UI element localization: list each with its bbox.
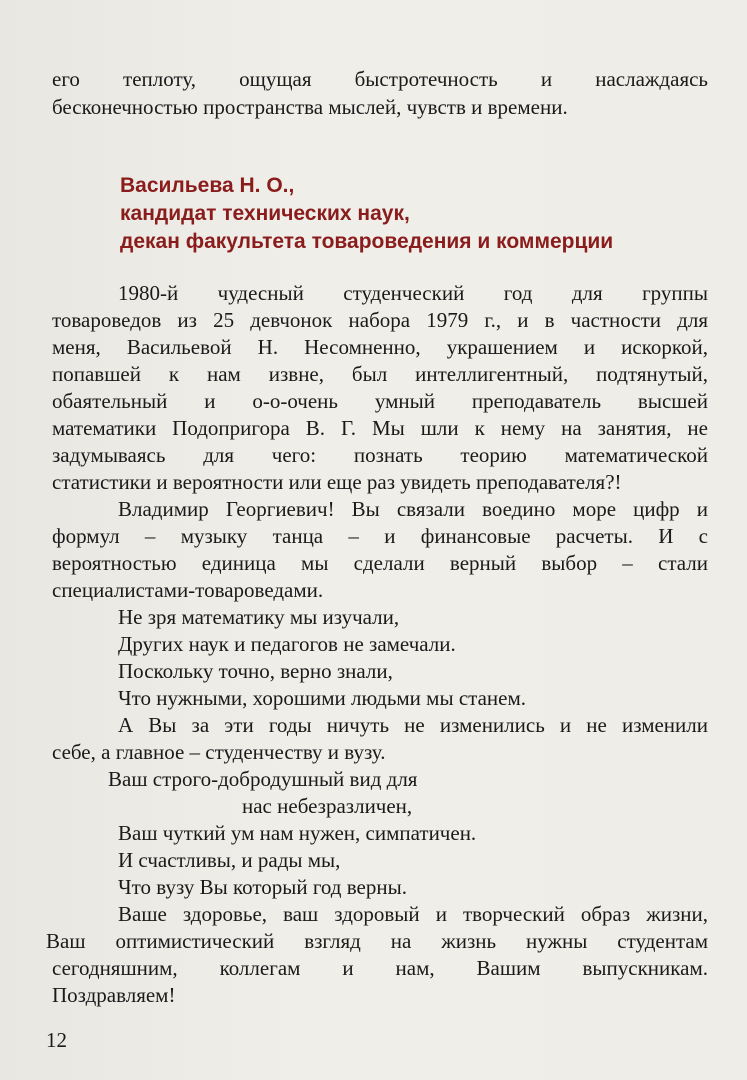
p1-line-6: математики Подопригора В. Г. Мы шли к нему на занятия, не bbox=[52, 416, 708, 440]
p2-line-2: формул – музыку танца – и финансовые расчеты. И с bbox=[52, 524, 708, 548]
p1-line-1: 1980-й чудесный студенческий год для группы bbox=[118, 281, 708, 305]
author-position: декан факультета товароведения и коммерции bbox=[120, 230, 614, 253]
p4-line-3: сегодняшним, коллегам и нам, Вашим выпускникам. bbox=[52, 956, 708, 980]
p4-line-1: Ваше здоровье, ваш здоровый и творческий образ жизни, bbox=[118, 902, 708, 926]
poem2-line-3: Ваш чуткий ум нам нужен, симпатичен. bbox=[118, 821, 477, 845]
poem2-line-2: нас небезразличен, bbox=[242, 794, 413, 818]
page-number: 12 bbox=[46, 1028, 67, 1052]
poem1-line-3: Поскольку точно, верно знали, bbox=[118, 659, 393, 683]
p2-line-4: специалистами-товароведами. bbox=[52, 578, 324, 602]
intro-line-2: бесконечностью пространства мыслей, чувств и времени. bbox=[52, 95, 568, 119]
p1-line-3: меня, Васильевой Н. Несомненно, украшением и искоркой, bbox=[52, 335, 708, 359]
intro-line-1: его теплоту, ощущая быстротечность и наслаждаясь bbox=[52, 67, 708, 91]
p3-line-1: А Вы за эти годы ничуть не изменились и не изменили bbox=[118, 713, 708, 737]
poem2-line-5: Что вузу Вы который год верны. bbox=[118, 875, 407, 899]
poem1-line-2: Других наук и педагогов не замечали. bbox=[118, 632, 456, 656]
poem1-line-4: Что нужными, хорошими людьми мы станем. bbox=[118, 686, 526, 710]
p4-line-2: Ваш оптимистический взгляд на жизнь нужны студентам bbox=[46, 929, 708, 953]
p1-line-7: задумываясь для чего: познать теорию математической bbox=[52, 443, 708, 467]
p1-line-4: попавшей к нам извне, был интеллигентный, подтянутый, bbox=[52, 362, 708, 386]
poem2-line-1: Ваш строго-добродушный вид для bbox=[108, 767, 418, 791]
poem2-line-4: И счастливы, и рады мы, bbox=[118, 848, 341, 872]
p4-line-4: Поздравляем! bbox=[52, 983, 176, 1007]
p2-line-1: Владимир Георгиевич! Вы связали воедино море цифр и bbox=[118, 497, 708, 521]
p3-line-2: себе, а главное – студенчеству и вузу. bbox=[52, 740, 386, 764]
p1-line-8: статистики и вероятности или еще раз увидеть преподавателя?! bbox=[52, 470, 622, 494]
p1-line-2: товароведов из 25 девчонок набора 1979 г., и в частности для bbox=[52, 308, 708, 332]
p2-line-3: вероятностью единица мы сделали верный выбор – стали bbox=[52, 551, 708, 575]
poem1-line-1: Не зря математику мы изучали, bbox=[118, 605, 400, 629]
author-name: Васильева Н. О., bbox=[120, 174, 295, 197]
author-degree: кандидат технических наук, bbox=[120, 202, 410, 225]
p1-line-5: обаятельный и о-о-очень умный преподаватель высшей bbox=[52, 389, 708, 413]
